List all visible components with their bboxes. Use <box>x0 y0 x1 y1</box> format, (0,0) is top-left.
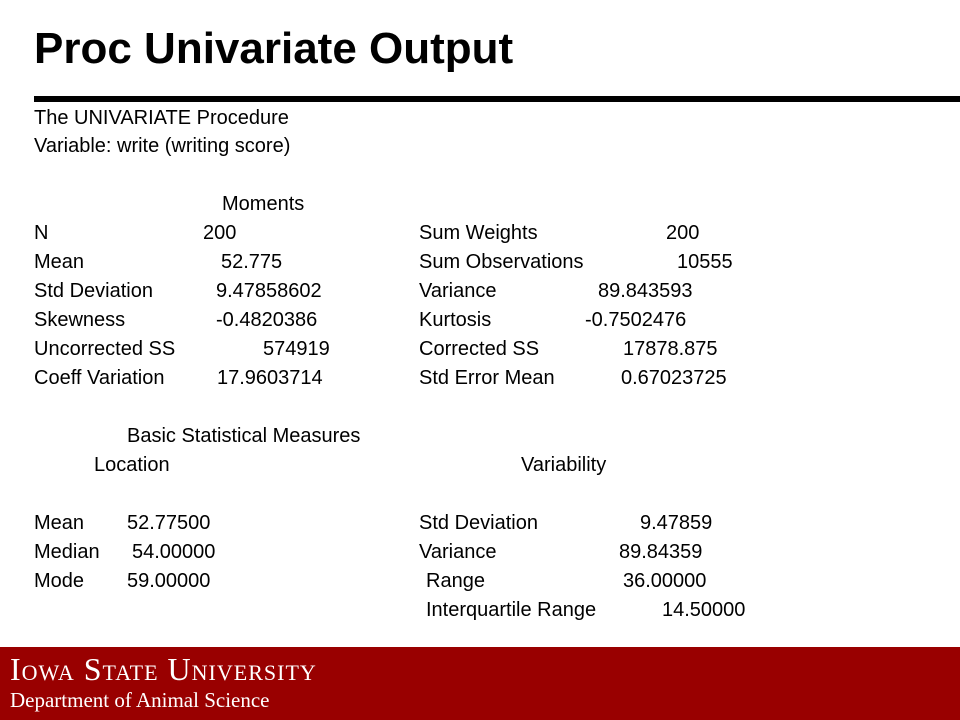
moments-left-label: N <box>34 222 49 244</box>
location-label: Mode <box>34 570 85 592</box>
moments-left-label: Coeff Variation <box>34 367 165 389</box>
moments-heading: Moments <box>222 193 305 215</box>
location-value: 52.77500 <box>127 512 211 534</box>
department-name: Department of Animal Science <box>10 688 270 712</box>
variability-label: Variance <box>419 541 497 563</box>
moments-left-value: 200 <box>203 222 237 244</box>
moments-right-label: Std Error Mean <box>419 367 555 389</box>
moments-left-label: Mean <box>34 251 85 273</box>
moments-right-label: Variance <box>419 280 497 302</box>
footer-band <box>0 647 960 720</box>
variable-line: Variable: write (writing score) <box>34 135 291 157</box>
location-value: 54.00000 <box>132 541 216 563</box>
variability-value: 89.84359 <box>619 541 703 563</box>
location-value: 59.00000 <box>127 570 211 592</box>
location-label: Mean <box>34 512 85 534</box>
moments-right-value: 17878.875 <box>623 338 718 360</box>
variability-value: 9.47859 <box>640 512 713 534</box>
moments-right-label: Corrected SS <box>419 338 540 360</box>
moments-right-label: Sum Weights <box>419 222 538 244</box>
variability-label: Range <box>426 570 485 592</box>
variability-value: 36.00000 <box>623 570 707 592</box>
moments-right-value: -0.7502476 <box>585 309 687 331</box>
moments-left-label: Uncorrected SS <box>34 338 176 360</box>
moments-right-value: 10555 <box>677 251 733 273</box>
moments-left-value: 52.775 <box>221 251 283 273</box>
moments-left-value: -0.4820386 <box>216 309 318 331</box>
variability-label: Interquartile Range <box>426 599 597 621</box>
variability-heading: Variability <box>521 454 607 476</box>
moments-right-value: 200 <box>666 222 700 244</box>
moments-right-value: 0.67023725 <box>621 367 727 389</box>
variability-value: 14.50000 <box>662 599 746 621</box>
moments-left-label: Skewness <box>34 309 126 331</box>
university-name: Iowa State University <box>10 651 317 687</box>
moments-left-label: Std Deviation <box>34 280 153 302</box>
page-title: Proc Univariate Output <box>34 24 514 73</box>
moments-left-value: 574919 <box>263 338 330 360</box>
moments-left-value: 17.9603714 <box>217 367 323 389</box>
moments-left-value: 9.47858602 <box>216 280 322 302</box>
moments-right-value: 89.843593 <box>598 280 693 302</box>
location-label: Median <box>34 541 100 563</box>
procedure-name: The UNIVARIATE Procedure <box>34 107 289 129</box>
moments-right-label: Kurtosis <box>419 309 492 331</box>
location-heading: Location <box>94 454 170 476</box>
basic-measures-heading: Basic Statistical Measures <box>127 425 361 447</box>
moments-right-label: Sum Observations <box>419 251 584 273</box>
variability-label: Std Deviation <box>419 512 538 534</box>
title-underline <box>34 96 960 102</box>
